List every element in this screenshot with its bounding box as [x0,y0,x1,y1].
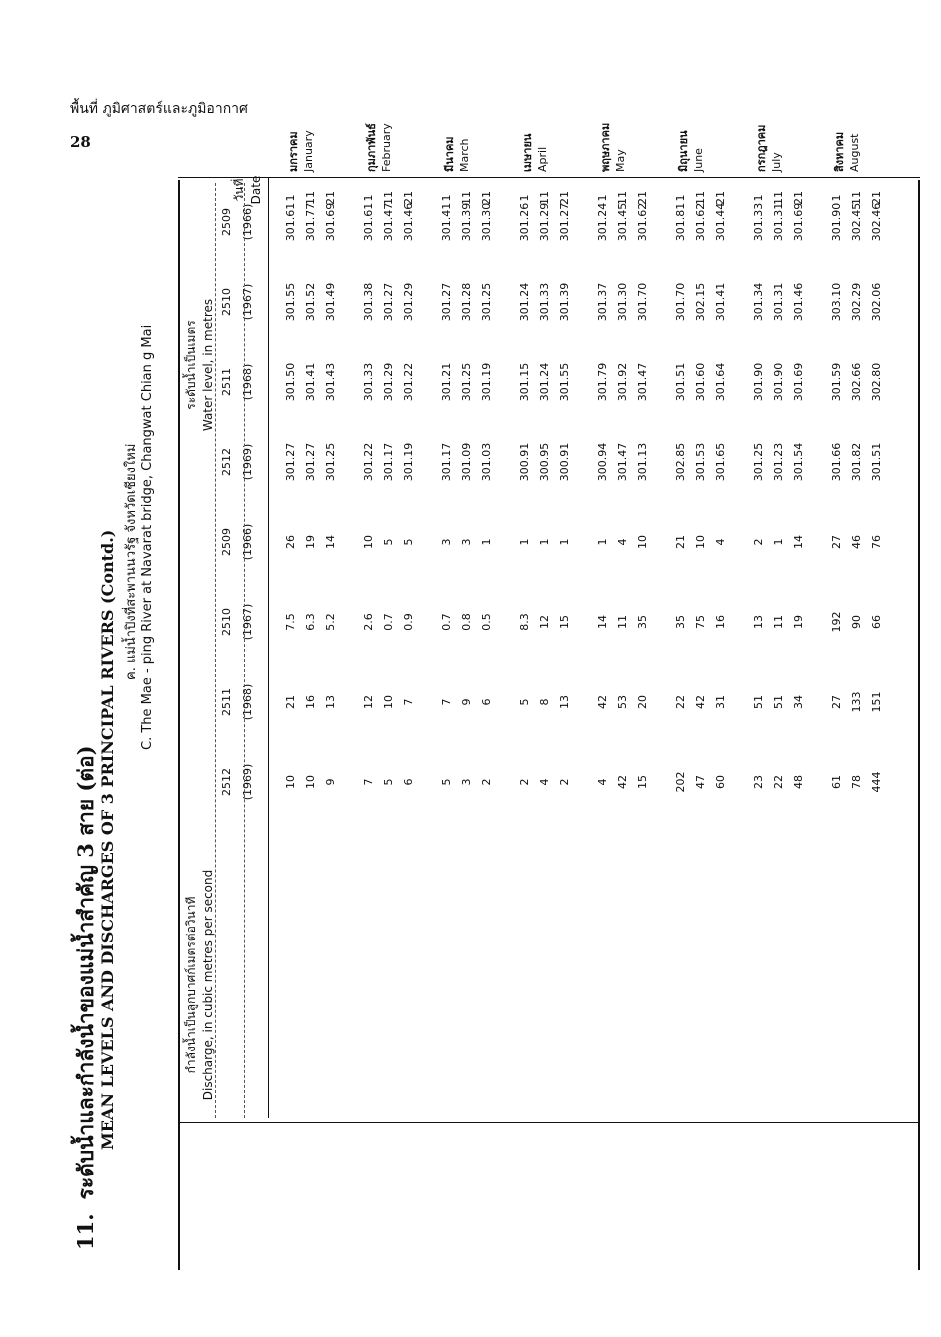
water-level-cell: 301.38 [362,282,375,322]
water-level-cell: 301.51 [870,442,883,482]
water-level-cell: 302.85 [674,442,687,482]
discharge-cell: 78 [850,775,863,789]
water-level-cell: 301.90 [830,202,843,242]
dq-year-2510: 2510 (1967) [220,603,254,641]
station-thai: ค. แม่น้ำปิงที่สะพานนวรัฐ จังหวัดเชียงใหม่ [124,443,139,680]
water-level-cell: 301.70 [636,282,649,322]
discharge-cell: 4 [596,778,609,786]
water-level-cell: 301.49 [324,282,337,322]
water-level-cell: 301.27 [558,202,571,242]
discharge-cell: 5 [440,778,453,786]
day-cell: 11 [850,191,863,205]
water-level-cell: 301.27 [304,442,317,482]
discharge-header-thai: กำลังน้ำเป็นลูกบาศก์เมตรต่อวินาที [184,896,198,1074]
water-level-cell: 301.77 [304,202,317,242]
day-cell: 21 [792,191,805,205]
water-level-cell: 301.17 [440,442,453,482]
water-level-cell: 301.27 [284,442,297,482]
discharge-cell: 4 [616,538,629,546]
water-level-header-thai: ระดับน้ำเป็นเมตร [184,320,198,410]
water-level-cell: 301.17 [382,442,395,482]
discharge-cell: 3 [440,538,453,546]
discharge-cell: 1 [558,538,571,546]
discharge-cell: 5 [382,538,395,546]
discharge-cell: 3 [460,778,473,786]
water-level-cell: 301.34 [752,282,765,322]
discharge-cell: 9 [324,778,337,786]
water-level-cell: 302.15 [694,282,707,322]
water-level-cell: 301.30 [616,282,629,322]
day-cell: 21 [558,191,571,205]
discharge-cell: 202 [674,771,687,793]
discharge-cell: 9 [460,698,473,706]
month-label [440,136,471,172]
month-label [518,134,549,172]
water-level-cell: 301.45 [616,202,629,242]
day-cell: 1 [830,194,843,202]
discharge-cell: 3 [460,538,473,546]
discharge-cell: 1 [480,538,493,546]
month-label [284,130,315,172]
discharge-cell: 23 [752,775,765,789]
dq-year-2512: 2512 (1969) [220,763,254,801]
month-en: June [692,148,705,172]
month-en: January [302,130,315,172]
day-cell: 21 [870,191,883,205]
discharge-cell: 27 [830,695,843,709]
discharge-cell: 76 [870,535,883,549]
discharge-cell: 22 [674,695,687,709]
discharge-cell: 51 [772,695,785,709]
water-level-cell: 301.92 [616,362,629,402]
discharge-cell: 61 [830,775,843,789]
water-level-cell: 301.28 [460,282,473,322]
water-level-cell: 301.70 [674,282,687,322]
discharge-cell: 11 [772,615,785,629]
month-label [752,125,783,172]
water-level-cell: 301.41 [304,362,317,402]
discharge-cell: 22 [772,775,785,789]
day-cell: 1 [596,194,609,202]
discharge-cell: 34 [792,695,805,709]
day-cell: 11 [460,191,473,205]
water-level-cell: 301.79 [596,362,609,402]
water-level-cell: 301.22 [362,442,375,482]
month-label [596,123,627,172]
discharge-cell: 66 [870,615,883,629]
date-header-en: Date [249,175,263,205]
month-thai: กรกฎาคม [755,124,768,172]
discharge-cell: 42 [694,695,707,709]
discharge-cell: 10 [694,535,707,549]
water-level-cell: 301.47 [636,362,649,402]
month-thai: มิถุนายน [677,130,690,172]
water-level-cell: 301.19 [480,362,493,402]
discharge-cell: 444 [870,771,883,793]
day-cell: 1 [284,194,297,202]
discharge-cell: 51 [752,695,765,709]
discharge-cell: 192 [830,611,843,633]
discharge-cell: 13 [558,695,571,709]
water-level-cell: 301.33 [752,202,765,242]
water-level-cell: 301.69 [792,362,805,402]
water-level-cell: 301.43 [324,362,337,402]
water-level-cell: 301.60 [694,362,707,402]
month-en: July [770,152,783,172]
month-thai: เมษายน [521,133,534,172]
water-level-cell: 301.33 [538,282,551,322]
day-cell: 21 [402,191,415,205]
header-bottom-rule [268,178,269,1118]
discharge-cell: 0.8 [460,613,473,631]
month-thai: พฤษภาคม [599,122,612,172]
day-cell: 1 [674,194,687,202]
water-level-cell: 301.27 [440,282,453,322]
discharge-cell: 1 [538,538,551,546]
discharge-cell: 5.2 [324,613,337,631]
discharge-cell: 151 [870,691,883,713]
discharge-cell: 4 [538,778,551,786]
water-level-group-header [182,205,215,525]
water-level-cell: 301.25 [480,282,493,322]
wl-year-2509: 2509 (1966) [220,203,254,241]
day-cell: 11 [382,191,395,205]
table-title-en: MEAN LEVELS AND DISCHARGES OF 3 PRINCIPAL RIVERS (Contd.) [98,529,117,1150]
wl-year-2510: 2510 (1967) [220,283,254,321]
discharge-cell: 10 [382,695,395,709]
water-level-cell: 301.47 [382,202,395,242]
discharge-cell: 7 [402,698,415,706]
discharge-cell: 1 [772,538,785,546]
discharge-cell: 53 [616,695,629,709]
discharge-cell: 47 [694,775,707,789]
water-level-cell: 301.82 [850,442,863,482]
discharge-cell: 5 [518,698,531,706]
year-divider [244,183,245,1118]
day-cell: 1 [752,194,765,202]
discharge-cell: 14 [324,535,337,549]
discharge-cell: 60 [714,775,727,789]
water-level-cell: 301.52 [304,282,317,322]
page-number: 28 [70,133,91,151]
water-level-cell: 301.90 [772,362,785,402]
water-level-cell: 301.46 [792,282,805,322]
discharge-cell: 12 [538,615,551,629]
month-en: August [848,133,861,172]
discharge-cell: 11 [616,615,629,629]
water-level-cell: 301.33 [362,362,375,402]
table-title-thai: ระดับน้ำและกำลังน้ำของแม่น้ำสำคัญ 3 สาย (ต่อ) [73,745,98,1200]
water-level-cell: 301.50 [284,362,297,402]
discharge-cell: 26 [284,535,297,549]
water-level-cell: 302.66 [850,362,863,402]
water-level-cell: 300.94 [596,442,609,482]
water-level-cell: 301.46 [402,202,415,242]
discharge-cell: 16 [304,695,317,709]
dq-year-2509: 2509 (1966) [220,523,254,561]
day-cell: 21 [714,191,727,205]
discharge-cell: 2 [558,778,571,786]
water-level-cell: 301.31 [772,282,785,322]
water-level-cell: 301.22 [402,362,415,402]
discharge-cell: 42 [596,695,609,709]
water-level-cell: 301.26 [518,202,531,242]
water-level-cell: 301.29 [538,202,551,242]
discharge-cell: 133 [850,691,863,713]
discharge-cell: 2 [518,778,531,786]
water-level-cell: 301.47 [616,442,629,482]
water-level-cell: 301.69 [792,202,805,242]
day-cell: 11 [304,191,317,205]
day-cell: 1 [518,194,531,202]
water-level-cell: 301.54 [792,442,805,482]
water-level-cell: 301.64 [714,362,727,402]
rotated-table [70,90,920,1290]
table-number: 11. [73,1213,98,1250]
discharge-cell: 2.6 [362,613,375,631]
discharge-cell: 10 [284,775,297,789]
end-rule [178,1122,920,1123]
water-level-cell: 301.24 [596,202,609,242]
water-level-cell: 300.95 [538,442,551,482]
discharge-cell: 5 [402,538,415,546]
water-level-cell: 301.31 [772,202,785,242]
discharge-cell: 6.3 [304,613,317,631]
month-thai: สิงหาคม [833,131,846,172]
discharge-cell: 14 [792,535,805,549]
discharge-cell: 19 [792,615,805,629]
discharge-cell: 15 [558,615,571,629]
water-level-cell: 301.21 [440,362,453,402]
month-thai: มีนาคม [443,136,456,172]
water-level-cell: 301.39 [460,202,473,242]
discharge-cell: 7 [362,778,375,786]
water-level-cell: 301.69 [324,202,337,242]
day-cell: 1 [440,194,453,202]
day-cell: 21 [636,191,649,205]
top-rule [178,180,180,1270]
day-cell: 21 [324,191,337,205]
month-thai: กุมภาพันธ์ [365,123,378,172]
discharge-cell: 35 [674,615,687,629]
discharge-cell: 31 [714,695,727,709]
discharge-cell: 19 [304,535,317,549]
water-level-cell: 301.24 [538,362,551,402]
water-level-cell: 301.62 [694,202,707,242]
water-level-cell: 301.13 [636,442,649,482]
discharge-cell: 10 [362,535,375,549]
discharge-cell: 20 [636,695,649,709]
wl-year-2512: 2512 (1969) [220,443,254,481]
discharge-cell: 6 [480,698,493,706]
discharge-header-en: Discharge, in cubic metres per second [201,869,215,1101]
discharge-cell: 48 [792,775,805,789]
water-level-cell: 301.62 [636,202,649,242]
day-cell: 21 [480,191,493,205]
discharge-cell: 0.7 [382,613,395,631]
station-en: C. The Mae - ping River at Navarat bridge, Changwat Chian g Mai [140,324,155,750]
water-level-cell: 301.55 [284,282,297,322]
water-level-cell: 301.24 [518,282,531,322]
discharge-cell: 13 [324,695,337,709]
month-en: April [536,146,549,172]
discharge-cell: 7 [440,698,453,706]
water-level-cell: 302.46 [870,202,883,242]
discharge-cell: 8 [538,698,551,706]
water-level-cell: 301.25 [324,442,337,482]
water-level-cell: 301.30 [480,202,493,242]
discharge-cell: 21 [284,695,297,709]
discharge-cell: 13 [752,615,765,629]
discharge-cell: 75 [694,615,707,629]
water-level-cell: 301.25 [460,362,473,402]
discharge-cell: 5 [382,778,395,786]
discharge-cell: 10 [304,775,317,789]
water-level-cell: 301.39 [558,282,571,322]
water-level-cell: 301.55 [558,362,571,402]
month-en: May [614,149,627,172]
water-level-cell: 301.66 [830,442,843,482]
group-header-divider [215,183,216,1118]
discharge-cell: 42 [616,775,629,789]
day-cell: 11 [616,191,629,205]
water-level-header-en: Water level, in metres [201,298,215,432]
dq-year-2511: 2511 (1968) [220,683,254,721]
wl-year-2511: 2511 (1968) [220,363,254,401]
discharge-cell: 8.3 [518,613,531,631]
discharge-cell: 10 [636,535,649,549]
discharge-cell: 2 [752,538,765,546]
water-level-cell: 301.44 [714,202,727,242]
water-level-cell: 301.27 [382,282,395,322]
water-level-cell: 301.25 [752,442,765,482]
discharge-group-header [182,820,215,1150]
day-cell: 11 [772,191,785,205]
discharge-cell: 0.5 [480,613,493,631]
discharge-cell: 0.7 [440,613,453,631]
discharge-cell: 14 [596,615,609,629]
discharge-cell: 1 [596,538,609,546]
water-level-cell: 301.09 [460,442,473,482]
water-level-cell: 302.06 [870,282,883,322]
date-column-rule [178,177,920,178]
water-level-cell: 301.19 [402,442,415,482]
month-label [674,130,705,172]
discharge-cell: 16 [714,615,727,629]
water-level-cell: 301.59 [830,362,843,402]
discharge-cell: 27 [830,535,843,549]
discharge-cell: 0.9 [402,613,415,631]
day-cell: 11 [538,191,551,205]
water-level-cell: 300.91 [518,442,531,482]
discharge-cell: 21 [674,535,687,549]
month-label [362,123,393,172]
water-level-cell: 301.29 [402,282,415,322]
water-level-cell: 301.41 [440,202,453,242]
discharge-cell: 2 [480,778,493,786]
water-level-cell: 301.37 [596,282,609,322]
water-level-cell: 301.29 [382,362,395,402]
water-level-cell: 302.29 [850,282,863,322]
water-level-cell: 301.51 [674,362,687,402]
day-cell: 1 [362,194,375,202]
discharge-cell: 35 [636,615,649,629]
discharge-cell: 7.5 [284,613,297,631]
water-level-cell: 301.53 [694,442,707,482]
water-level-cell: 301.61 [362,202,375,242]
day-cell: 11 [694,191,707,205]
water-level-cell: 301.81 [674,202,687,242]
discharge-cell: 12 [362,695,375,709]
water-level-cell: 301.41 [714,282,727,322]
water-level-cell: 300.91 [558,442,571,482]
discharge-cell: 46 [850,535,863,549]
running-header: พื้นที่ ภูมิศาสตร์และภูมิอากาศ [70,101,248,117]
month-thai: มกราคม [287,131,300,172]
discharge-cell: 90 [850,615,863,629]
water-level-cell: 301.65 [714,442,727,482]
water-level-cell: 301.03 [480,442,493,482]
water-level-cell: 301.15 [518,362,531,402]
date-header-thai: วันที่ [232,178,246,202]
month-en: February [380,123,393,172]
water-level-cell: 302.80 [870,362,883,402]
discharge-cell: 6 [402,778,415,786]
water-level-cell: 301.61 [284,202,297,242]
month-label [830,132,861,172]
discharge-cell: 15 [636,775,649,789]
water-level-cell: 301.23 [772,442,785,482]
month-en: March [458,138,471,172]
water-level-cell: 301.90 [752,362,765,402]
discharge-cell: 1 [518,538,531,546]
bottom-rule [918,180,920,1270]
discharge-cell: 4 [714,538,727,546]
water-level-cell: 302.45 [850,202,863,242]
water-level-cell: 303.10 [830,282,843,322]
